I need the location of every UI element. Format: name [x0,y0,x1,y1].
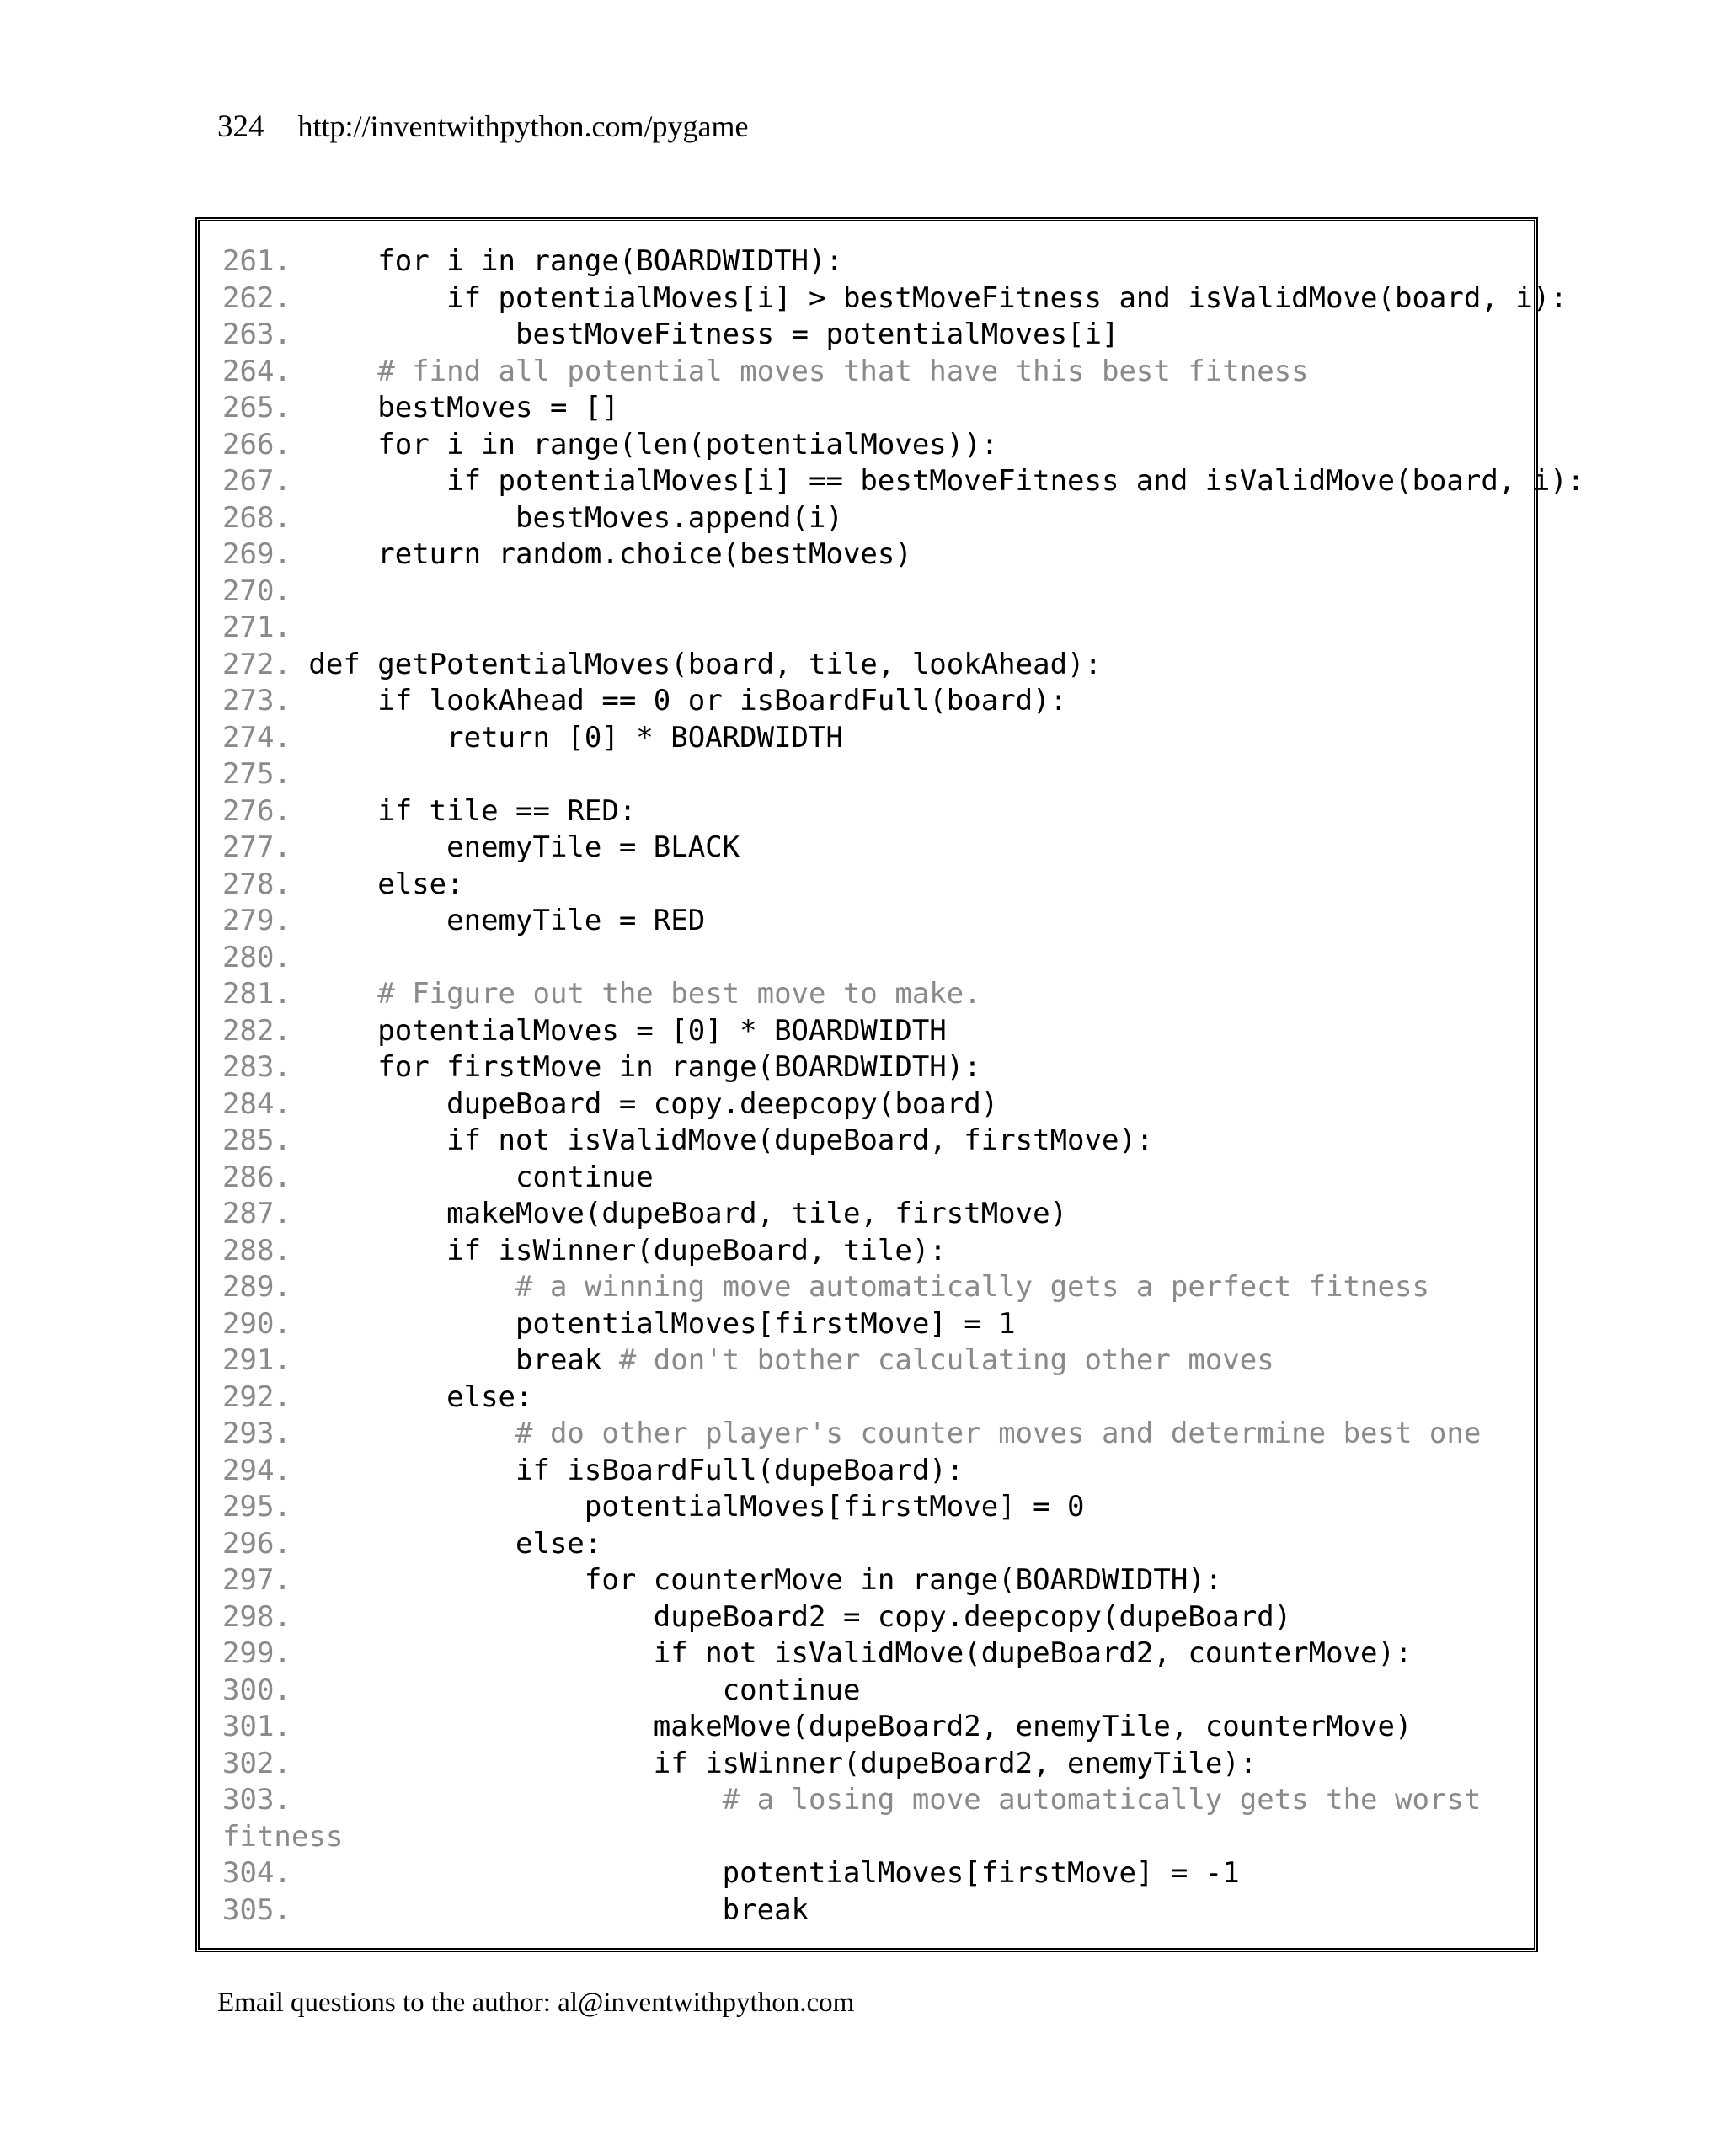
code-text: continue [722,1673,861,1707]
line-number: 263. [222,318,291,351]
indent [308,1380,446,1414]
code-text: potentialMoves[firstMove] = 1 [515,1306,1016,1341]
line-number: 281. [222,977,291,1011]
line-gutter-space [291,1893,308,1927]
line-gutter-space [291,611,308,644]
line-gutter-space [291,830,308,864]
line-number: 299. [222,1636,291,1670]
code-line [222,1709,1584,1746]
code-line [222,1306,1584,1343]
code-line [222,1049,1584,1086]
line-gutter-space [291,1161,308,1194]
line-gutter-space [291,1636,308,1670]
code-line [222,1673,1584,1710]
line-number: 294. [222,1453,291,1487]
code-line [222,830,1584,867]
code-text: continue [515,1160,654,1194]
line-number: 280. [222,940,291,974]
line-number: 289. [222,1270,291,1304]
code-comment: # don't bother calculating other moves [618,1343,1274,1377]
code-text: if not isValidMove(dupeBoard, firstMove): [446,1123,1154,1157]
line-number: 285. [222,1123,291,1157]
code-text: bestMoveFitness = potentialMoves[i] [515,318,1119,351]
code-line [222,1196,1584,1233]
line-gutter-space [291,391,308,424]
line-gutter-space [291,501,308,535]
code-line [222,1562,1584,1599]
line-number: 266. [222,427,291,462]
line-gutter-space [291,1270,308,1304]
line-number: 265. [222,391,291,424]
code-text: dupeBoard2 = copy.deepcopy(dupeBoard) [653,1599,1292,1634]
indent [308,1123,446,1157]
line-number: 293. [222,1417,291,1450]
indent [308,1893,722,1927]
line-gutter-space [291,1197,308,1230]
indent [308,977,377,1011]
line-gutter-space [291,1563,308,1597]
code-line [222,1453,1584,1490]
line-number: 283. [222,1050,291,1084]
line-gutter-space [291,1343,308,1377]
code-comment: # a winning move automatically gets a perfect fitness [515,1270,1429,1304]
code-line [222,1013,1584,1050]
line-number: 290. [222,1306,291,1341]
line-number: 284. [222,1086,291,1121]
indent [308,281,446,315]
line-gutter-space [291,1673,308,1707]
code-text: if not isValidMove(dupeBoard2, counterMove): [653,1636,1413,1670]
code-line [222,1526,1584,1563]
code-comment: # Figure out the best move to make. [377,977,981,1011]
code-text: for i in range(len(potentialMoves)): [377,427,999,462]
code-line [222,1233,1584,1270]
line-number: 298. [222,1599,291,1634]
code-text: else: [377,867,464,901]
code-text: if tile == RED: [377,793,637,828]
indent [308,1563,585,1597]
line-number: 262. [222,280,291,315]
line-number: 276. [222,793,291,828]
indent [308,830,446,864]
code-text: potentialMoves = [0] * BOARDWIDTH [377,1013,947,1048]
code-text: dupeBoard = copy.deepcopy(board) [446,1086,999,1121]
code-text: break [722,1892,809,1927]
line-gutter-space [291,1490,308,1524]
indent [308,867,377,901]
line-number: 300. [222,1673,291,1707]
code-line [222,317,1584,354]
indent [308,244,377,278]
code-text: potentialMoves[firstMove] = -1 [722,1856,1240,1890]
page-header [217,108,748,146]
indent [308,1856,722,1890]
line-number: 278. [222,867,291,901]
code-line [222,1416,1584,1453]
line-number: 292. [222,1380,291,1414]
code-line [222,940,1584,977]
line-gutter-space [291,355,308,388]
indent [308,318,515,351]
code-text: makeMove(dupeBoard, tile, firstMove) [446,1197,1068,1230]
code-text: if isWinner(dupeBoard, tile): [446,1233,947,1267]
line-number: 305. [222,1892,291,1927]
indent [308,1673,722,1707]
line-gutter-space [291,1014,308,1048]
indent [308,501,515,535]
code-comment: # find all potential moves that have this best fitness [377,354,1309,388]
indent [308,1417,515,1450]
line-number: 287. [222,1197,291,1230]
line-number: 261. [222,244,291,278]
line-number: 303. [222,1783,291,1817]
line-gutter-space [291,1087,308,1121]
code-line [222,756,1584,793]
line-gutter-space [291,721,308,755]
code-text: for i in range(BOARDWIDTH): [377,244,843,278]
code-text: if potentialMoves[i] > bestMoveFitness and isValidMove(board, i): [446,280,1567,315]
code-text: else: [515,1526,602,1561]
code-text: break [515,1343,619,1377]
code-text: if isBoardFull(dupeBoard): [515,1453,964,1487]
line-gutter-space [291,1710,308,1743]
code-line [222,1599,1584,1636]
line-gutter-space [291,1747,308,1780]
code-line [222,1489,1584,1526]
line-number: 271. [222,611,291,644]
line-gutter-space [291,757,308,791]
line-gutter-space [291,428,308,462]
code-line [222,354,1584,391]
line-gutter-space [291,1380,308,1414]
code-line [222,536,1584,574]
page-url: http://inventwithpython.com/pygame [297,109,749,143]
line-gutter-space [291,1454,308,1487]
line-number: 297. [222,1563,291,1597]
code-line [222,1086,1584,1123]
indent [308,464,446,498]
indent [308,355,377,388]
code-line [222,793,1584,830]
line-gutter-space [291,281,308,315]
code-comment: fitness [222,1819,344,1854]
indent [308,1490,585,1524]
line-number: 272. [222,647,291,681]
indent [308,1600,653,1634]
indent [308,1197,446,1230]
line-gutter-space [291,867,308,901]
code-line [222,1269,1584,1306]
code-text: enemyTile = BLACK [446,830,740,864]
code-line [222,720,1584,757]
indent [308,1307,515,1341]
code-text: return random.choice(bestMoves) [377,537,912,571]
page-number: 324 [217,109,264,144]
code-comment: # a losing move automatically gets the worst [722,1783,1482,1817]
line-number: 279. [222,904,291,937]
code-line [222,1636,1584,1673]
indent [308,1710,653,1743]
line-number: 288. [222,1233,291,1267]
line-gutter-space [291,318,308,351]
line-gutter-space [291,977,308,1011]
code-line [222,1746,1584,1783]
indent [308,391,377,424]
indent [308,1161,515,1194]
code-line [222,427,1584,464]
line-number: 304. [222,1856,291,1890]
code-line [222,1160,1584,1197]
code-line [222,1855,1584,1892]
line-number: 268. [222,500,291,535]
indent [308,537,377,571]
line-number: 291. [222,1343,291,1377]
line-gutter-space [291,1234,308,1267]
line-gutter-space [291,1527,308,1561]
code-line [222,1380,1584,1417]
code-listing-frame [195,217,1585,1952]
indent [308,1747,653,1780]
code-line [222,500,1584,537]
indent [308,1454,515,1487]
line-number: 302. [222,1746,291,1780]
line-number: 282. [222,1013,291,1048]
indent [308,721,446,755]
line-gutter-space [291,648,308,681]
line-number: 269. [222,537,291,571]
line-number: 273. [222,684,291,718]
code-text: bestMoves = [] [377,391,619,424]
code-line [222,903,1584,940]
line-number: 301. [222,1710,291,1743]
code-line [222,1892,1584,1929]
code-line [222,574,1584,611]
code-line [222,1819,1584,1856]
indent [308,1343,515,1377]
code-line [222,976,1584,1013]
line-number: 274. [222,720,291,755]
code-line [222,243,1584,280]
line-gutter-space [291,1123,308,1157]
indent [308,1527,515,1561]
indent [308,684,377,718]
line-gutter-space [291,1856,308,1890]
code-text: else: [446,1380,533,1414]
code-line [222,463,1584,500]
indent [308,1636,653,1670]
line-gutter-space [291,684,308,718]
line-gutter-space [291,1783,308,1817]
code-text: bestMoves.append(i) [515,500,843,535]
line-number: 275. [222,757,291,791]
line-gutter-space [291,244,308,278]
code-line [222,610,1584,647]
code-text: if lookAhead == 0 or isBoardFull(board): [377,684,1068,718]
code-text: potentialMoves[firstMove] = 0 [584,1490,1085,1524]
code-comment: # do other player's counter moves and determine best one [515,1417,1482,1450]
code-text: def getPotentialMoves(board, tile, lookAhead): [308,647,1102,681]
page-footer: Email questions to the author: al@inventwithpython.com [217,1988,855,2018]
code-line [222,390,1584,427]
indent [308,794,377,828]
line-number: 264. [222,354,291,388]
indent [308,428,377,462]
code-line [222,1342,1584,1380]
code-line [222,647,1584,684]
code-text: for counterMove in range(BOARDWIDTH): [584,1563,1223,1597]
line-number: 267. [222,464,291,498]
line-number: 286. [222,1160,291,1194]
code-line [222,1782,1584,1819]
line-gutter-space [291,537,308,571]
line-gutter-space [291,1600,308,1634]
indent [308,1014,377,1048]
indent [308,1783,722,1817]
line-gutter-space [291,904,308,937]
indent [308,904,446,937]
code-line [222,683,1584,720]
code-text: enemyTile = RED [446,904,706,937]
line-number: 270. [222,574,291,608]
line-gutter-space [291,794,308,828]
code-text: for firstMove in range(BOARDWIDTH): [377,1050,981,1084]
indent [308,1050,377,1084]
code-line [222,280,1584,318]
code-text: makeMove(dupeBoard2, enemyTile, counterMove) [653,1710,1413,1743]
line-number: 295. [222,1490,291,1524]
line-number: 277. [222,830,291,864]
line-gutter-space [291,574,308,608]
line-gutter-space [291,1050,308,1084]
line-gutter-space [291,941,308,974]
indent [308,1234,446,1267]
code-text: return [0] * BOARDWIDTH [446,720,843,755]
line-number: 296. [222,1526,291,1561]
line-gutter-space [291,464,308,498]
line-gutter-space [291,1417,308,1450]
code-line [222,1123,1584,1160]
code-text: if isWinner(dupeBoard2, enemyTile): [653,1746,1258,1780]
indent [308,1270,515,1304]
code-listing [222,243,1584,1929]
indent [308,1087,446,1121]
line-gutter-space [291,1307,308,1341]
code-text: if potentialMoves[i] == bestMoveFitness and isValidMove(board, i): [446,464,1585,498]
code-line [222,867,1584,904]
